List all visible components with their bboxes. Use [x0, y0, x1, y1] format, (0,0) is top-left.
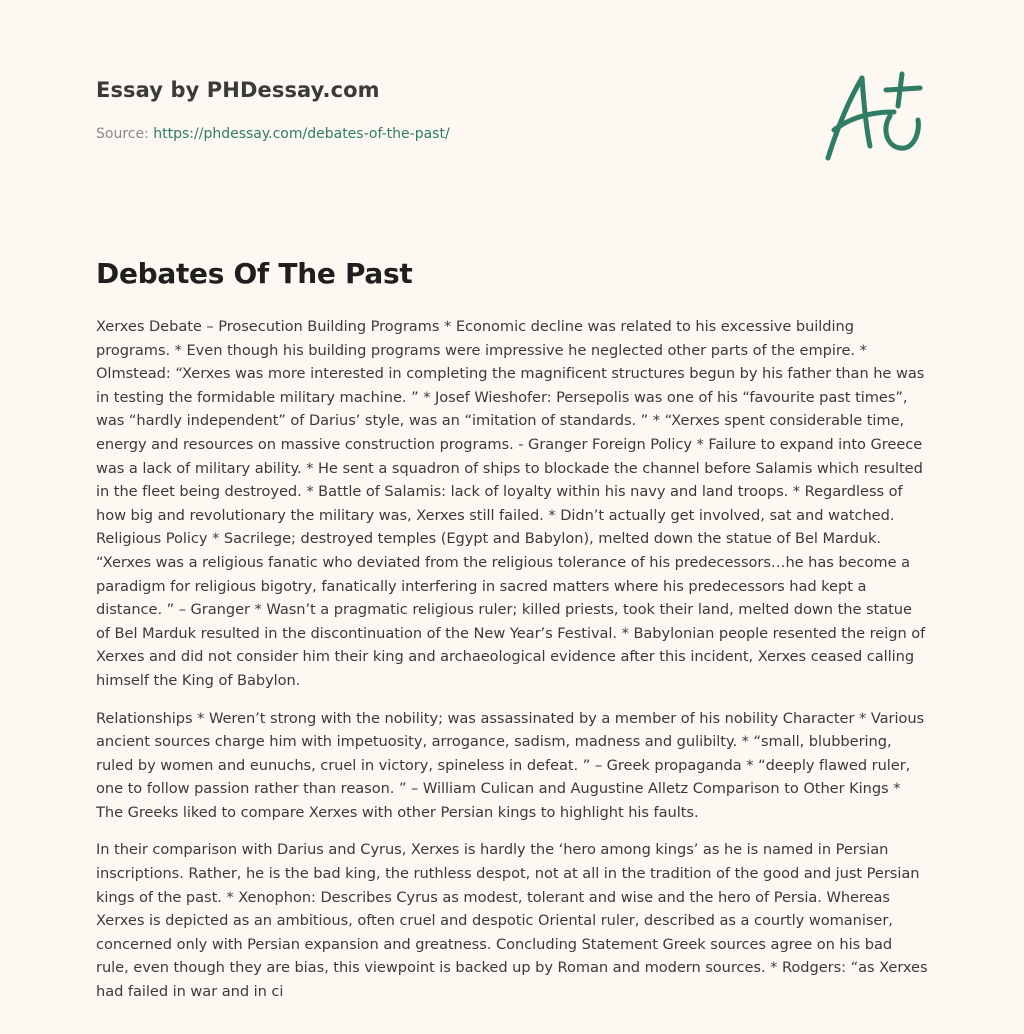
- essay-paragraph: Xerxes Debate – Prosecution Building Programs * Economic decline was related to his excessive building programs. * Even though his building programs were impressive he neglected other parts of the empire. * Olmstead: “Xerxes was more interested in completing the magnificent structures begun by his father than he was in testing the formidable military machine. ” * Josef Wieshofer: Persepolis was one of his “favourite past times”, was “hardly independent” of Darius’ style, was an “imitation of standards. ” * “Xerxes spent considerable time, energy and resources on massive construction programs. - Granger Foreign Policy * Failure to expand into Greece was a lack of military ability. * He sent a squadron of ships to blockade the channel before Salamis which resulted in the fleet being destroyed. * Battle of Salamis: lack of loyalty within his navy and land troops. * Regardless of how big and revolutionary the military was, Xerxes still failed. * Didn’t actually get involved, sat and watched. Religious Policy * Sacrilege; destroyed temples (Egypt and Babylon), melted down the statue of Bel Marduk. “Xerxes was a religious fanatic who deviated from the religious tolerance of his predecessors…he has become a paradigm for religious bigotry, fanatically interfering in sacred matters where his predecessors had kept a distance. ” – Granger * Wasn’t a pragmatic religious ruler; killed priests, took their land, melted down the statue of Bel Marduk resulted in the discontinuation of the New Year’s Festival. * Babylonian people resented the reign of Xerxes and did not consider him their king and archaeological evidence after this incident, Xerxes ceased calling himself the King of Babylon.: [96, 318, 926, 689]
- essay-title: Debates Of The Past: [96, 257, 413, 290]
- source-label: Source:: [96, 126, 154, 142]
- source-line: [96, 124, 796, 144]
- essay-header: [96, 76, 796, 144]
- source-link[interactable]: https://phdessay.com/debates-of-the-past/: [153, 126, 450, 142]
- essay-body: [96, 315, 928, 1018]
- essay-paragraph: In their comparison with Darius and Cyrus, Xerxes is hardly the ‘hero among kings’ as he is named in Persian inscriptions. Rather, he is the bad king, the ruthless despot, not at all in the tradition of the good and just Persian kings of the past. * Xenophon: Describes Cyrus as modest, tolerant and wise and the hero of Persia. Whereas Xerxes is depicted as an ambitious, often cruel and despotic Oriental ruler, described as a courtly womaniser, concerned only with Persian expansion and greatness. Concluding Statement Greek sources agree on his bad rule, even though they are bias, this viewpoint is backed up by Roman and modern sources. * Rodgers: “as Xerxes had failed in war and in ci: [96, 841, 928, 1001]
- site-brand: Essay by PHDessay.com: [96, 78, 380, 102]
- a-plus-grade-icon: [820, 66, 930, 166]
- essay-paragraph: Relationships * Weren’t strong with the nobility; was assassinated by a member of his nobility Character * Various ancient sources charge him with impetuosity, arrogance, sadism, madness and gulibilty. * “small, blubbering, ruled by women and eunuchs, cruel in victory, spineless in defeat. ” – Greek propaganda * “deeply flawed ruler, one to follow passion rather than reason. ” – William Culican and Augustine Alletz Comparison to Other Kings * The Greeks liked to compare Xerxes with other Persian kings to highlight his faults.: [96, 709, 925, 821]
